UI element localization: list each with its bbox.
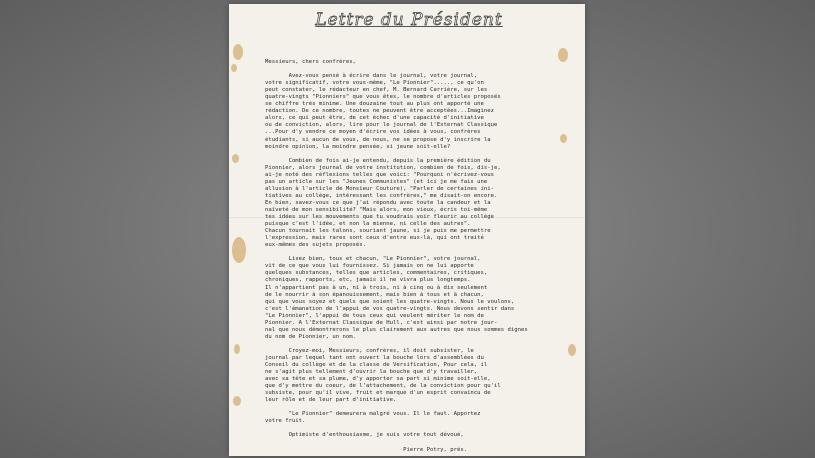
letter-line: Chacun tournait les talons, souriant jaune, si je puis me permettre	[265, 228, 491, 235]
letter-line: "Le Pionnier" demeurera malgré vous. Il le faut. Apportez	[265, 411, 481, 418]
letter-line: quatre-vingts "Pionniers" que vous êtes, le nombre d'articles proposés	[265, 94, 501, 101]
paper-stain	[233, 396, 241, 406]
letter-line: tiatives au collège, intéressant les confrères," me disait-on encore.	[265, 192, 498, 199]
letter-line: Croyez-moi, Messieurs, confrères, il doit subsister, le	[265, 347, 474, 354]
letter-line: Combien de fois ai-je entendu, depuis la première édition du	[265, 157, 491, 164]
letter-line: votre fruit.	[265, 418, 306, 425]
letter-line: leur rôle et de leur part d'initiative.	[265, 397, 397, 404]
letter-line: Conseil du collège et de la classe de Versification, Pour cela, il	[265, 362, 488, 369]
paper-stain	[233, 44, 243, 60]
letter-line: chroniques, rapports, etc, jamais il ne vivra plus longtemps.	[265, 277, 471, 284]
letter-line: ...Pour d'y vendre ce moyen d'écrire vos idées à vous, confrères	[265, 129, 481, 136]
letter-line: ou de conviction, alors, lire pour le journal de l'Externat Classique	[265, 122, 498, 129]
letter-line	[265, 249, 575, 256]
letter-line: Il n'appartient pas à un, ni à trois, ni à cinq ou à dix seulement	[265, 284, 488, 291]
letter-line: Pionnier. A l'Externat Classique de Hull, c'est ainsi par notre jour-	[265, 319, 498, 326]
scanned-letter-page	[229, 4, 585, 456]
letter-line: nal que nous démontrerons le plus clairement aux autres que nous sommes dignes	[265, 326, 528, 333]
letter-line: subsiste, pour qu'il vive, fruit et marque d'un esprit convaincu de	[265, 390, 491, 397]
letter-line: Messieurs, chers confrères,	[265, 59, 356, 65]
letter-line: puisque c'est l'idée, et non la mienne, ni celle des autres".	[265, 221, 471, 228]
letter-line	[265, 440, 575, 447]
letter-line: allusion à l'article de Monsieur Couture), "Parler de certaines ini-	[265, 185, 495, 192]
letter-line: Avez-vous pensé à écrire dans le journal, votre journal,	[265, 73, 478, 80]
paper-stain	[234, 344, 240, 354]
letter-title: Lettre du Président	[315, 10, 503, 30]
letter-body	[265, 59, 575, 454]
letter-line: eux-mêmes des sujets proposés.	[265, 242, 367, 249]
letter-line: tes idées sur les mouvements que tu voudrais voir fleurir au collège	[265, 214, 495, 221]
letter-line: du nom de Pionnier, un nom.	[265, 333, 356, 340]
letter-line: l'expression, mais rares sont ceux d'entre eux-là, qui ont traité	[265, 235, 484, 242]
paper-stain	[232, 237, 246, 263]
letter-line: de le nourrir à son épanouissement, mais bien à tous et à chacun,	[265, 291, 484, 298]
letter-line: naïveté de mon sensibilité? "Mais alors, mon vieux, écris toi-même	[265, 206, 488, 213]
letter-line: c'est l'émanation de l'appui de vos quatre-vingts. Nous devons sentir dans	[265, 305, 515, 312]
letter-line: rédaction. De ce nombre, toutes ne peuvent être acceptées...Imaginez	[265, 108, 495, 115]
letter-line: que d'y mettre du coeur, de l'attachement, de la conviction pour qu'il	[265, 383, 501, 390]
letter-line: En bien, savez-vous ce que j'ai répondu avec toute la candeur et la	[265, 199, 491, 206]
letter-line: Lisez bien, tous et chacun, "Le Pionnier", votre journal,	[265, 256, 481, 263]
letter-line: "Le Pionnier", l'appui de tous ceux qui veulent mériter le nom de	[265, 312, 484, 319]
letter-line: Pionnier, alors journal de votre institution, combien de fois, dis-je,	[265, 164, 501, 171]
letter-line: étudiants, si aucun de vous, de nous, ne se propose d'y inscrire la	[265, 136, 491, 143]
paper-stain	[231, 64, 237, 72]
letter-line: Pierre Potry, prés.	[265, 446, 468, 453]
letter-line: qui que vous soyez et quels que soient les quatre-vingts. Nous le voulons,	[265, 298, 515, 305]
letter-line: peut constater, le rédacteur en chef, M. Bernard Carrière, sur les	[265, 87, 488, 94]
letter-line: votre significatif, votre vous-même, "Le Pionnier"....., ce qu'on	[265, 80, 484, 87]
letter-line: journal par lequel tant ont ouvert la bouche lors d'assemblées du	[265, 354, 484, 361]
paper-stain	[232, 154, 239, 163]
letter-line	[265, 151, 575, 158]
letter-line: pas un article sur les "Jeunes Communistes" (et ici je me fais une	[265, 178, 488, 185]
letter-line: se chiffre très minime. Une douzaine tout au plus ont apporté une	[265, 101, 484, 108]
letter-line: avec sa tête et sa plume, d'y apporter sa part si minime soit-elle,	[265, 376, 491, 383]
letter-line: Optimiste d'enthousiasme, je suis votre tout dévoué,	[265, 432, 464, 439]
letter-line: ne s'agit plus tellement d'ouvrir la bouche que d'y travailler,	[265, 369, 478, 376]
letter-line	[265, 341, 575, 348]
letter-line: vit de ce que vous lui fournissez. Si jamais on ne lui apporte	[265, 263, 474, 270]
letter-line: ai-je noté des réflexions telles que voici: "Pourquoi n'écrivez-vous	[265, 171, 495, 178]
letter-line: quelques substances, telles que articles, commentaires, critiques,	[265, 270, 488, 277]
letter-line: alors, ce qui peut être, de cet échec d'une capacité d'initiative	[265, 115, 484, 122]
letter-line: moindre opinion, la moindre pensée, si jeune soit-elle?	[265, 143, 451, 150]
